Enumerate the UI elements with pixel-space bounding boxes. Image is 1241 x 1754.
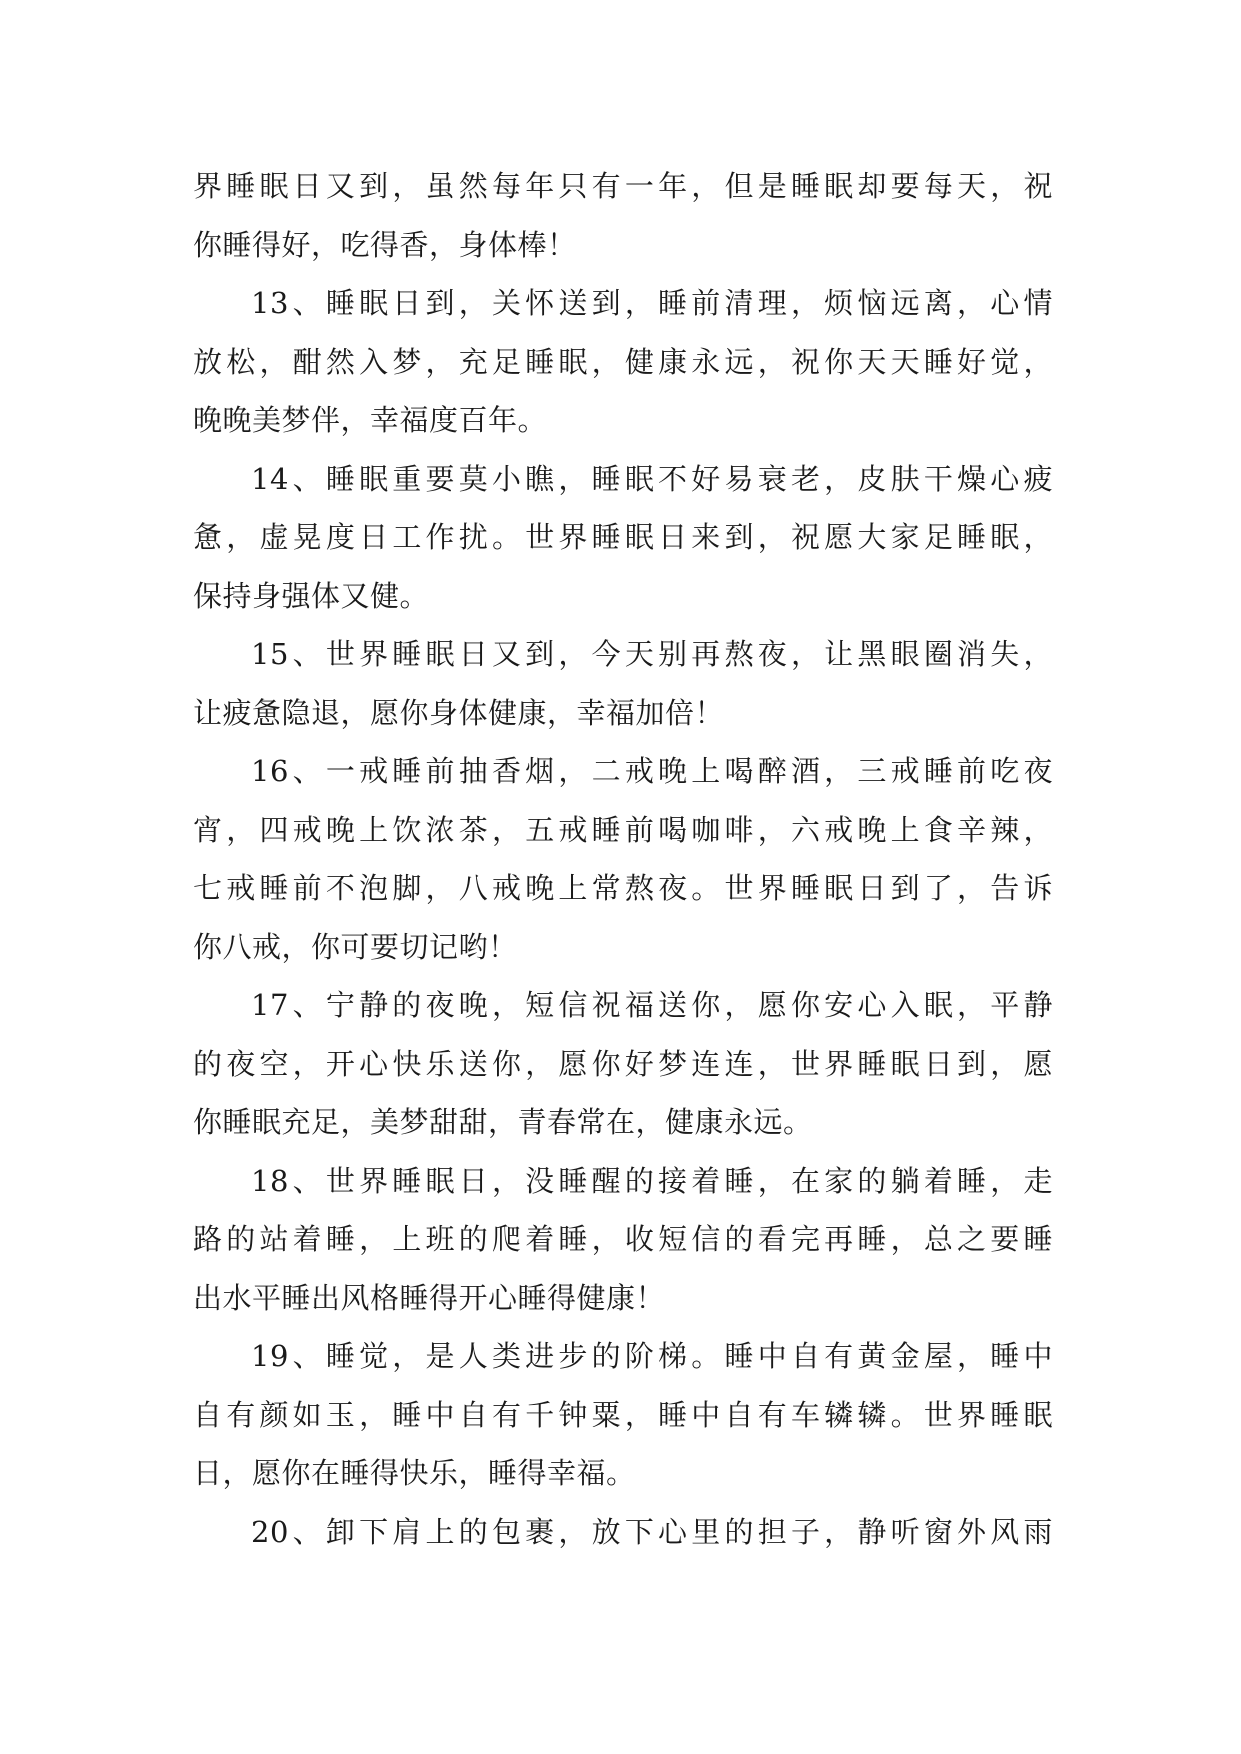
- text-line: 保持身强体又健。: [193, 578, 430, 613]
- text-line: 14、睡眠重要莫小瞧，睡眠不好易衰老，皮肤干燥心疲: [251, 461, 1053, 496]
- text-line: 七戒睡前不泡脚，八戒晚上常熬夜。世界睡眠日到了，告诉: [193, 871, 1053, 905]
- text-line: 日，愿你在睡得快乐，睡得幸福。: [193, 1456, 636, 1490]
- text-line: 18、世界睡眠日，没睡醒的接着睡，在家的躺着睡，走: [251, 1163, 1053, 1198]
- text-line: 13、睡眠日到，关怀送到，睡前清理，烦恼远离，心情: [251, 286, 1053, 320]
- document-page: [193, 157, 1053, 1561]
- text-line: 惫，虚晃度日工作扰。世界睡眠日来到，祝愿大家足睡眠，: [193, 520, 1053, 554]
- text-line: 自有颜如玉，睡中自有千钟粟，睡中自有车辚辚。世界睡眠: [193, 1397, 1053, 1432]
- text-line: 你八戒，你可要切记哟！: [193, 929, 518, 964]
- text-line: 宵，四戒晚上饮浓茶，五戒睡前喝咖啡，六戒晚上食辛辣，: [193, 812, 1053, 847]
- text-line: 晚晚美梦伴，幸福度百年。: [193, 403, 548, 437]
- text-line: 路的站着睡，上班的爬着睡，收短信的看完再睡，总之要睡: [193, 1222, 1053, 1256]
- text-line: 的夜空，开心快乐送你，愿你好梦连连，世界睡眠日到，愿: [193, 1046, 1053, 1081]
- text-line: 16、一戒睡前抽香烟，二戒晚上喝醉酒，三戒睡前吃夜: [251, 754, 1053, 788]
- text-line: 出水平睡出风格睡得开心睡得健康！: [193, 1280, 666, 1315]
- text-line: 界睡眠日又到，虽然每年只有一年，但是睡眠却要每天，祝: [193, 169, 1053, 203]
- text-line: 15、世界睡眠日又到，今天别再熬夜，让黑眼圈消失，: [251, 637, 1053, 671]
- text-line: 17、宁静的夜晚，短信祝福送你，愿你安心入眠，平静: [251, 988, 1053, 1022]
- text-line: 你睡得好，吃得香，身体棒！: [193, 227, 577, 262]
- text-line: 你睡眠充足，美梦甜甜，青春常在，健康永远。: [193, 1105, 813, 1139]
- text-line: 19、睡觉，是人类进步的阶梯。睡中自有黄金屋，睡中: [251, 1339, 1053, 1373]
- text-line: 放松，酣然入梦，充足睡眠，健康永远，祝你天天睡好觉，: [193, 344, 1053, 379]
- text-line: 20、卸下肩上的包裹，放下心里的担子，静听窗外风雨: [251, 1514, 1053, 1549]
- text-line: 让疲惫隐退，愿你身体健康，幸福加倍！: [193, 695, 725, 730]
